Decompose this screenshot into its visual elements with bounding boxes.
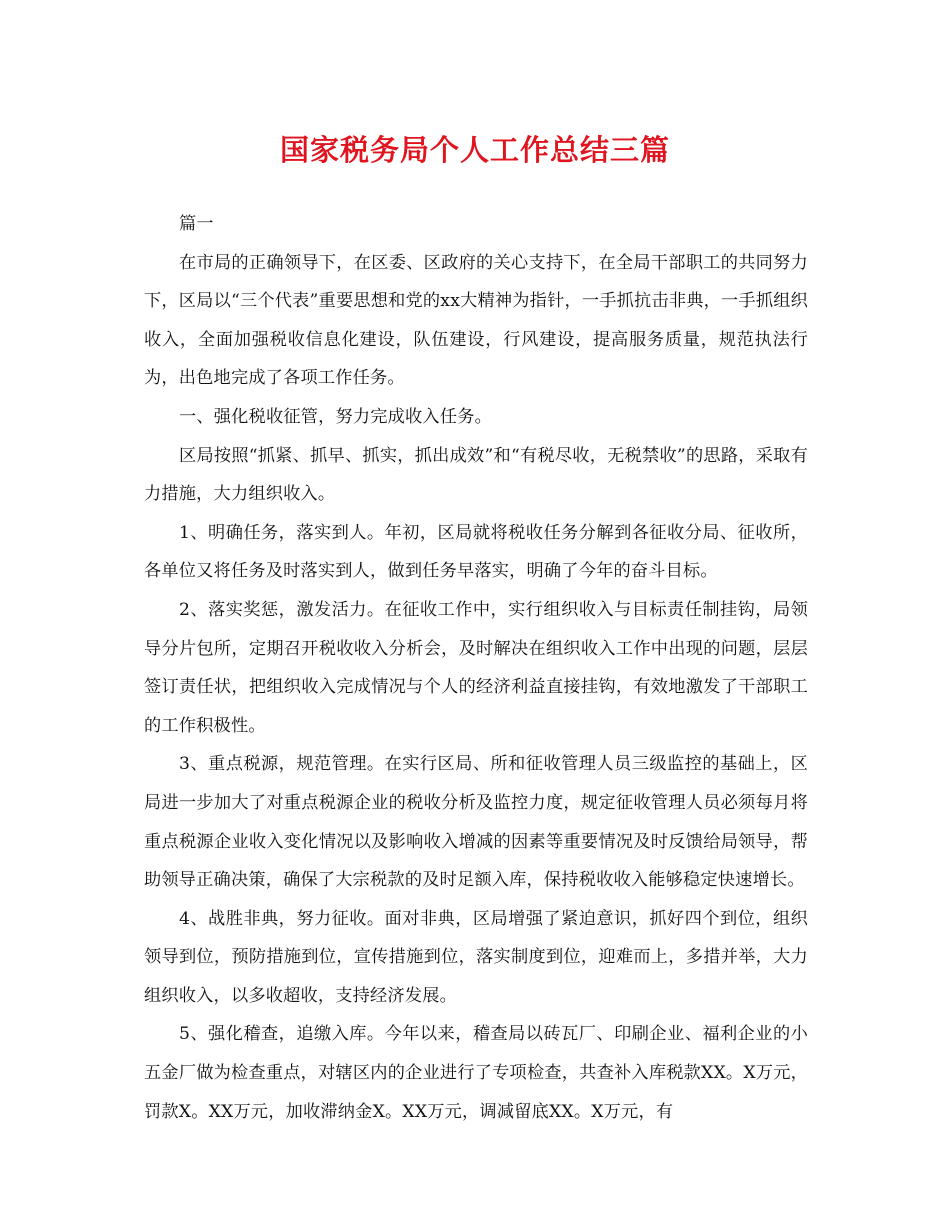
paragraph-item-2: 2、落实奖惩，激发活力。在征收工作中，实行组织收入与目标责任制挂钩，局领导分片包所，定期召开税收收入分析会，及时解决在组织收入工作中出现的问题，层层签订责任状，把组织收入完成情况与个人的经济利益直接挂钩，有效地激发了干部职工的工作积极性。 xyxy=(144,599,808,736)
document-body xyxy=(144,205,808,1131)
intro-paragraph: 在市局的正确领导下，在区委、区政府的关心支持下，在全局干部职工的共同努力下，区局以“三个代表”重要思想和党的xx大精神为指针，一手抓抗击非典，一手抓组织收入，全面加强税收信息化建设，队伍建设，行风建设，提高服务质量，规范执法行为，出色地完成了各项工作任务。 xyxy=(144,252,808,389)
paragraph-item-5: 5、强化稽查，追缴入库。今年以来，稽查局以砖瓦厂、印刷企业、福利企业的小五金厂做为检查重点，对辖区内的企业进行了专项检查，共查补入库税款XX。X万元，罚款X。XX万元，加收滞纳金X。XX万元，调减留底XX。X万元，有 xyxy=(144,1024,808,1122)
paragraph-item-1: 1、明确任务，落实到人。年初，区局就将税收任务分解到各征收分局、征收所，各单位又将任务及时落实到人，做到任务早落实，明确了今年的奋斗目标。 xyxy=(144,522,808,582)
paragraph-item-4: 4、战胜非典，努力征收。面对非典，区局增强了紧迫意识，抓好四个到位，组织领导到位，预防措施到位，宣传措施到位，落实制度到位，迎难而上，多措并举，大力组织收入，以多收超收，支持经济发展。 xyxy=(144,908,808,1006)
paragraph-item-3: 3、重点税源，规范管理。在实行区局、所和征收管理人员三级监控的基础上，区局进一步加大了对重点税源企业的税收分析及监控力度，规定征收管理人员必须每月将重点税源企业收入变化情况以及影响收入增减的因素等重要情况及时反馈给局领导，帮助领导正确决策，确保了大宗税款的及时足额入库，保持税收收入能够稳定快速增长。 xyxy=(144,754,808,891)
page-title: 国家税务局个人工作总结三篇 xyxy=(279,133,670,167)
section-heading-tax-collection: 一、强化税收征管，努力完成收入任务。 xyxy=(179,406,492,427)
section-heading-part-one: 篇一 xyxy=(179,214,214,234)
paragraph-approach: 区局按照“抓紧、抓早、抓实，抓出成效”和“有税尽收，无税禁收”的思路，采取有力措施，大力组织收入。 xyxy=(144,445,808,505)
